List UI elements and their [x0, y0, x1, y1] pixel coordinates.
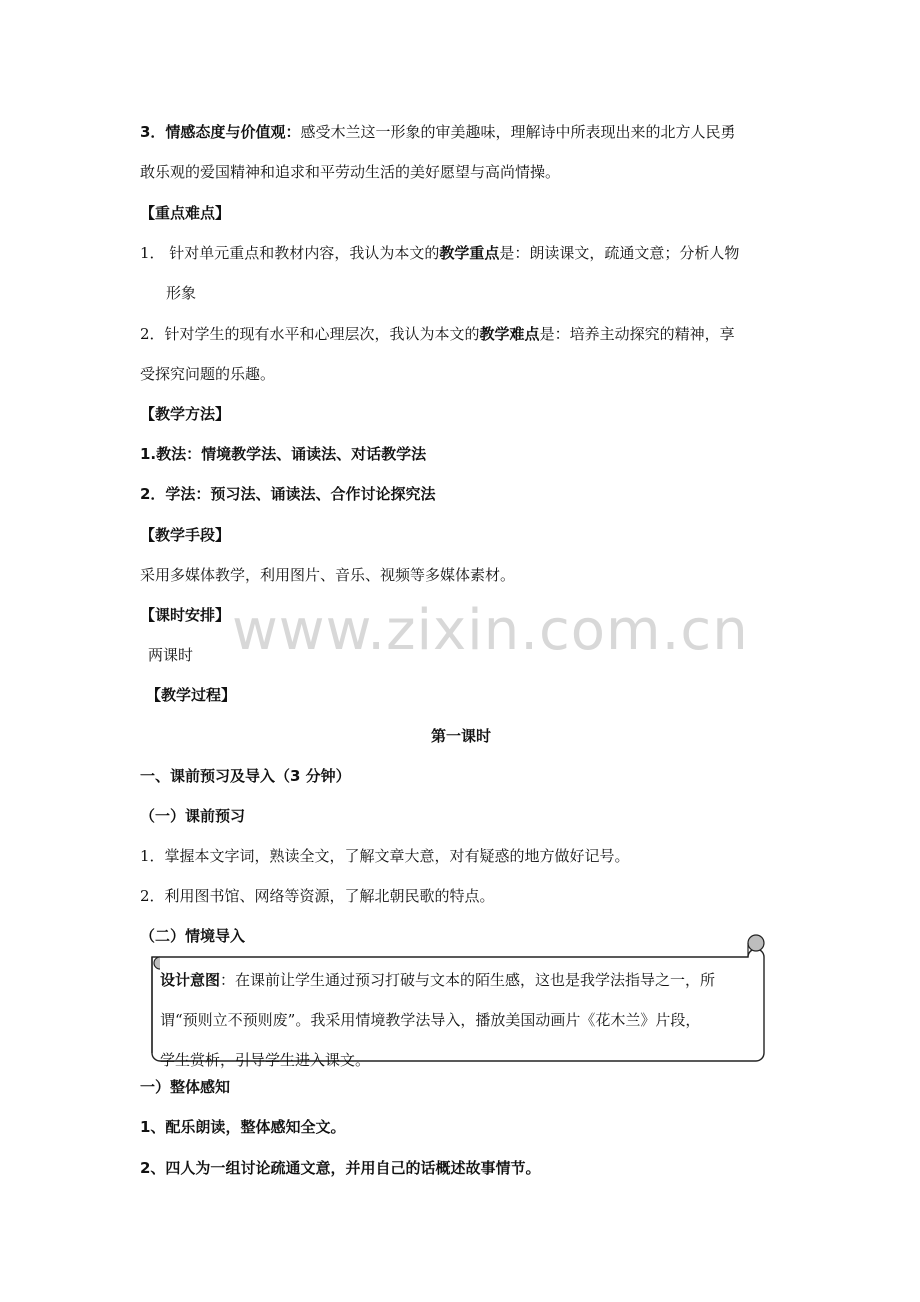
- subsection-preview: （一）课前预习: [140, 807, 246, 825]
- heading-means: 【教学手段】: [140, 526, 231, 544]
- means-text: 采用多媒体教学，利用图片、音乐、视频等多媒体素材。: [140, 566, 516, 584]
- key-point-2-bold: 教学难点: [479, 325, 540, 343]
- design-intent-label: 设计意图: [160, 971, 221, 989]
- watermark: www.zixin.com.cn: [232, 598, 749, 663]
- design-intent-line3: 学生赏析，引导学生进入课文。: [160, 1051, 371, 1069]
- key-point-1-bold: 教学重点: [439, 244, 500, 262]
- key-point-2: [140, 324, 735, 344]
- section-overall-title: 一）整体感知: [140, 1078, 231, 1096]
- design-intent-line1: [160, 960, 745, 1000]
- design-intent-line2: 谓“预则立不预则废”。我采用情境教学法导入，播放美国动画片《花木兰》片段，: [160, 1011, 701, 1029]
- heading-methods: 【教学方法】: [140, 405, 231, 423]
- design-intent-box: [160, 960, 745, 1069]
- overall-item-1: 1、配乐朗读，整体感知全文。: [140, 1118, 346, 1136]
- lesson-1-title: 第一课时: [431, 727, 492, 745]
- overall-item-2: 2、四人为一组讨论疏通文意，并用自己的话概述故事情节。: [140, 1159, 541, 1177]
- key-point-1-cont: 形象: [166, 284, 197, 302]
- method-2: 2．学法：预习法、诵读法、合作讨论探究法: [140, 485, 436, 503]
- preview-item-1: 1．掌握本文字词，熟读全文，了解文章大意，对有疑惑的地方做好记号。: [140, 847, 630, 865]
- objective-3-line1: [140, 122, 735, 142]
- heading-schedule: 【课时安排】: [140, 606, 231, 624]
- heading-key-points: 【重点难点】: [140, 204, 231, 222]
- key-point-2-cont: 受探究问题的乐趣。: [140, 365, 276, 383]
- design-intent-text-1: ：在课前让学生通过预习打破与文本的陌生感，这也是我学法指导之一，所: [220, 971, 716, 989]
- key-point-2-text-a: 2．针对学生的现有水平和心理层次，我认为本文的: [140, 325, 480, 343]
- section-1-title: 一、课前预习及导入（3 分钟）: [140, 767, 351, 785]
- subsection-intro: （二）情境导入: [140, 927, 246, 945]
- preview-item-2: 2．利用图书馆、网络等资源，了解北朝民歌的特点。: [140, 887, 495, 905]
- objective-3-label: 3．情感态度与价值观：: [140, 123, 301, 141]
- schedule-text: 两课时: [148, 646, 194, 664]
- key-point-1: [140, 243, 739, 263]
- method-1: 1.教法：情境教学法、诵读法、对话教学法: [140, 445, 427, 463]
- heading-process: 【教学过程】: [146, 686, 237, 704]
- objective-3-text: 感受木兰这一形象的审美趣味，理解诗中所表现出来的北方人民勇: [300, 123, 736, 141]
- objective-3-line2: 敢乐观的爱国精神和追求和平劳动生活的美好愿望与高尚情操。: [140, 163, 561, 181]
- key-point-1-text-a: 1． 针对单元重点和教材内容，我认为本文的: [140, 244, 440, 262]
- key-point-1-text-b: 是：朗读课文，疏通文意；分析人物: [499, 244, 740, 262]
- key-point-2-text-b: 是：培养主动探究的精神，享: [539, 325, 735, 343]
